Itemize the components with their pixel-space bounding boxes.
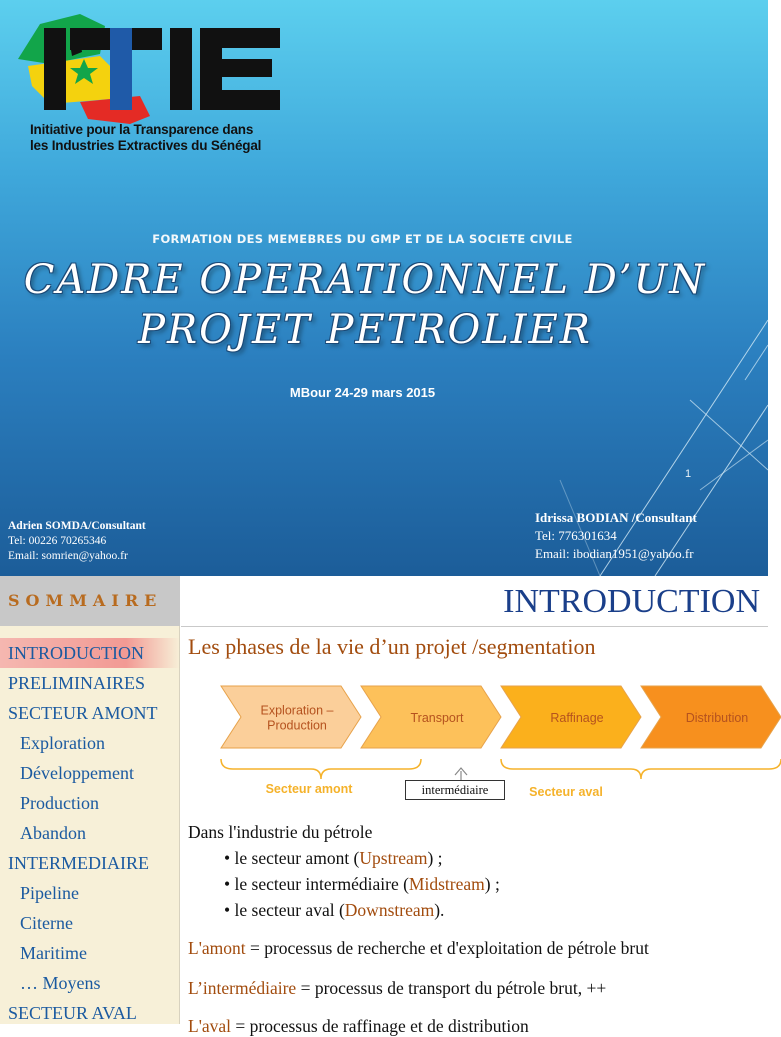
- training-subheading: FORMATION DES MEMEBRES DU GMP ET DE LA SOCIETE CIVILE: [152, 232, 573, 246]
- author-email: Email: ibodian1951@yahoo.fr: [535, 546, 694, 561]
- sidebar-item-moyens[interactable]: … Moyens: [20, 973, 101, 993]
- segment-label: Secteur amont: [265, 782, 353, 796]
- stage-label: Raffinage: [550, 711, 604, 725]
- midstream-label: intermédiaire: [405, 780, 505, 800]
- sidebar-header: SOMMAIRE: [0, 576, 180, 626]
- segment-bullets: [188, 845, 500, 923]
- slide-content: [181, 576, 768, 1036]
- title-divider: [181, 626, 768, 627]
- author-tel: Tel: 776301634: [535, 528, 617, 543]
- logo-letter-t-icon: [110, 28, 132, 110]
- section-heading: Les phases de la vie d’un projet /segmentation: [188, 634, 596, 659]
- map-yellow-icon: [28, 56, 120, 104]
- event-date: MBour 24-29 mars 2015: [289, 385, 436, 400]
- sidebar-item-secteur-amont[interactable]: SECTEUR AMONT: [8, 703, 158, 723]
- summary-sidebar: [0, 576, 180, 1024]
- sidebar-item-preliminaires[interactable]: PRELIMINAIRES: [8, 673, 146, 693]
- slide-title: INTRODUCTION: [503, 583, 760, 620]
- page-number: 1: [685, 468, 692, 480]
- introduction-slide: [0, 576, 768, 1036]
- sidebar-item-développement[interactable]: Développement: [20, 763, 134, 783]
- logo-subtitle: Initiative pour la Transparence dans les Industries Extractives du Sénégal: [30, 122, 262, 153]
- segment-term: Upstream: [359, 848, 428, 868]
- segment-term: Midstream: [408, 874, 485, 894]
- segment-bullet: • le secteur intermédiaire (Midstream) ;: [224, 874, 500, 894]
- sidebar-item-secteur-aval[interactable]: SECTEUR AVAL: [8, 1003, 137, 1023]
- segment-label: Secteur aval: [529, 785, 603, 799]
- definition-line: L'aval = processus de raffinage et de distribution: [188, 1016, 529, 1036]
- definition-line: L'amont = processus de recherche et d'exploitation de pétrole brut: [188, 938, 649, 958]
- logo-letter-i-icon: [44, 28, 66, 110]
- definition-term: L’intermédiaire: [188, 978, 297, 998]
- segments-text: [188, 819, 500, 923]
- sidebar-item-intermediaire[interactable]: INTERMEDIAIRE: [8, 853, 149, 873]
- author-name: Idrissa BODIAN /Consultant: [535, 510, 697, 525]
- sidebar-item-production[interactable]: Production: [20, 793, 99, 813]
- sidebar-item-introduction[interactable]: INTRODUCTION: [0, 638, 180, 668]
- author-right: [535, 509, 697, 563]
- segment-brace: [501, 759, 781, 779]
- stage-label: Distribution: [685, 711, 749, 725]
- sidebar-item-exploration[interactable]: Exploration: [20, 733, 105, 753]
- segment-brace: [221, 759, 421, 779]
- sidebar-list: [0, 638, 180, 1028]
- segment-term: Downstream: [344, 900, 435, 920]
- sidebar-item-citerne[interactable]: Citerne: [20, 913, 73, 933]
- definition-term: L'amont: [188, 938, 246, 958]
- sidebar-item-pipeline[interactable]: Pipeline: [20, 883, 79, 903]
- segment-bullet: • le secteur amont (Upstream) ;: [224, 848, 443, 868]
- definition-term: L'aval: [188, 1016, 231, 1036]
- slide-main-title: CADRE OPERATIONNEL D’UN PROJET PETROLIER: [23, 257, 707, 353]
- logo-letter-i2-icon: [170, 28, 192, 110]
- stage-label: Production: [267, 718, 327, 733]
- sidebar-item-maritime[interactable]: Maritime: [20, 943, 87, 963]
- sidebar-item-abandon[interactable]: Abandon: [20, 823, 86, 843]
- author-name: Adrien SOMDA/Consultant: [8, 520, 146, 532]
- intro-line: Dans l'industrie du pétrole: [188, 822, 373, 842]
- definition-line: L’intermédiaire = processus de transport du pétrole brut, ++: [188, 978, 607, 998]
- author-email: Email: somrien@yahoo.fr: [8, 550, 128, 562]
- segment-bullet: • le secteur aval (Downstream).: [224, 900, 445, 920]
- author-left: [8, 519, 146, 564]
- author-tel: Tel: 00226 70265346: [8, 535, 107, 547]
- stage-label: Exploration –: [260, 703, 334, 718]
- stage-label: Transport: [410, 711, 464, 725]
